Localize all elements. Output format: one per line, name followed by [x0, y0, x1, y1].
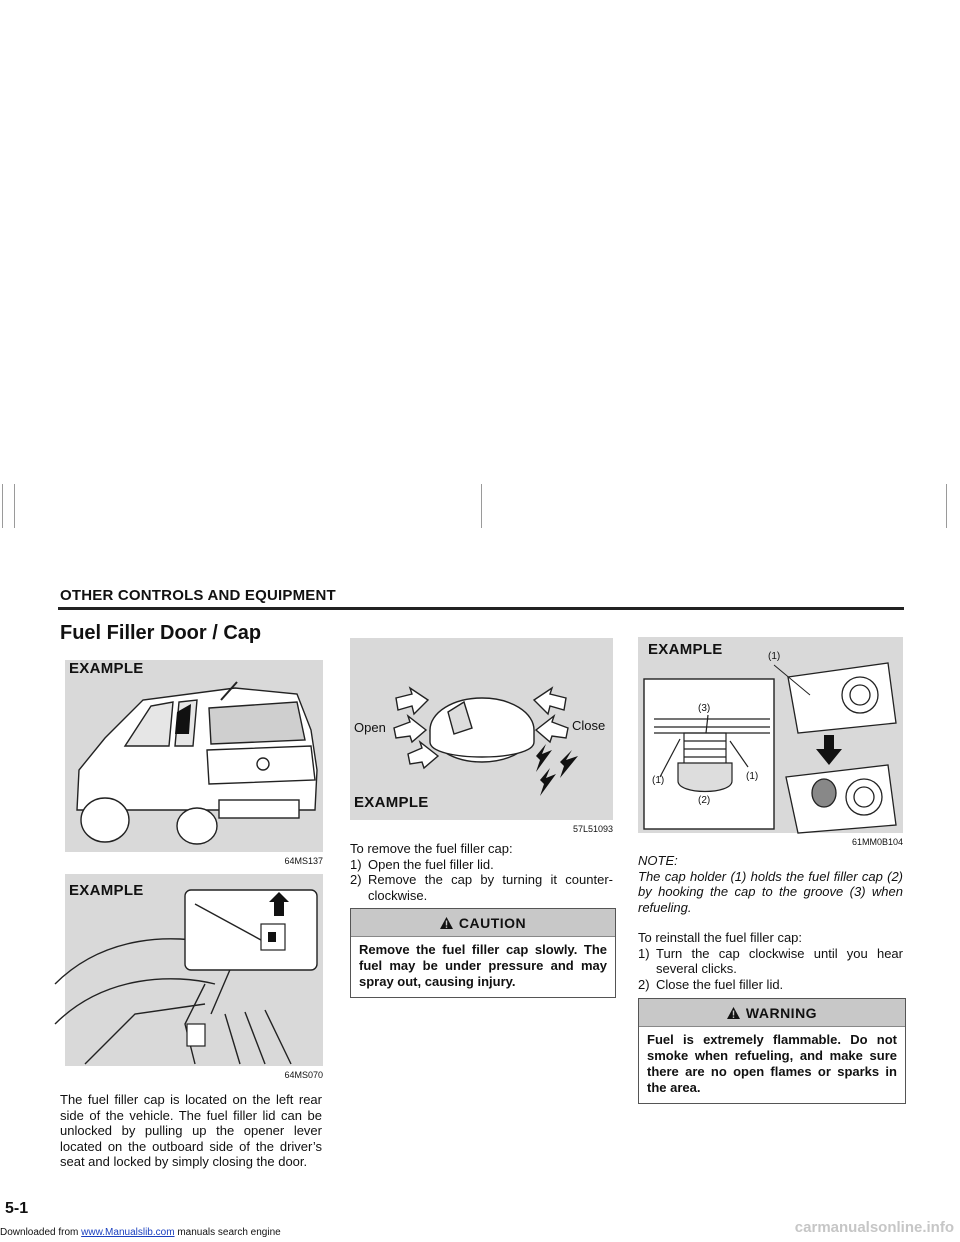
warning-triangle-icon — [727, 1007, 740, 1019]
list-item — [638, 977, 903, 993]
step-text: Remove the cap by turning it counter-clockwise. — [368, 872, 613, 903]
figure-label: EXAMPLE — [354, 794, 429, 811]
footer-download-line — [0, 1227, 281, 1238]
warning-header — [639, 999, 905, 1027]
reinstall-instructions — [638, 930, 903, 992]
page-number: 5-1 — [5, 1200, 29, 1217]
figure-label: EXAMPLE — [69, 660, 144, 677]
cap-rotation-illustration — [350, 638, 613, 820]
list-item — [350, 857, 613, 873]
car-rear-illustration — [65, 660, 323, 852]
figure-cap-holder — [638, 637, 903, 847]
callout-1: (1) — [746, 771, 759, 782]
step-number: 2) — [350, 872, 362, 887]
warning-triangle-icon — [440, 917, 453, 929]
callout-3: (3) — [698, 703, 711, 714]
list-item — [638, 946, 903, 977]
list-item — [350, 872, 613, 903]
figure-code: 61MM0B104 — [851, 837, 903, 847]
warning-box — [638, 998, 906, 1104]
figure-code: 57L51093 — [572, 824, 613, 834]
figure-car-rear — [65, 660, 323, 866]
remove-instructions — [350, 841, 613, 903]
header-rule — [58, 607, 904, 610]
figure-code: 64MS070 — [284, 1070, 323, 1080]
callout-2: (2) — [698, 795, 711, 806]
note-block — [638, 853, 903, 915]
note-text: The cap holder (1) holds the fuel filler cap (2) by hooking the cap to the groove (3) when refueling. — [638, 868, 903, 915]
step-number: 1) — [350, 856, 362, 872]
crop-mark — [946, 484, 947, 528]
remove-intro: To remove the fuel filler cap: — [350, 841, 513, 856]
note-label: NOTE: — [638, 853, 678, 868]
warning-title: WARNING — [745, 1004, 818, 1021]
reinstall-intro: To reinstall the fuel filler cap: — [638, 930, 803, 945]
step-text: Open the fuel filler lid. — [368, 856, 494, 872]
caution-header — [351, 909, 615, 937]
opener-lever-illustration — [65, 874, 323, 1066]
figure-label: EXAMPLE — [648, 641, 723, 658]
callout-1: (1) — [768, 651, 781, 662]
watermark-text: carmanualsonline.info — [794, 1219, 954, 1236]
close-label: Close — [572, 718, 606, 733]
figure-label: EXAMPLE — [69, 882, 144, 899]
figure-opener-lever — [65, 874, 323, 1080]
callout-1: (1) — [652, 775, 665, 786]
caution-title: CAUTION — [458, 914, 527, 931]
crop-mark — [14, 484, 15, 528]
manualslib-link[interactable]: www.Manualslib.com — [81, 1227, 175, 1238]
step-text: Turn the cap clockwise until you hear several clicks. — [656, 945, 903, 976]
footer-suffix: manuals search engine — [177, 1227, 281, 1238]
footer-prefix: Downloaded from — [0, 1227, 79, 1238]
step-text: Close the fuel filler lid. — [656, 976, 784, 992]
page-title: Fuel Filler Door / Cap — [60, 622, 262, 644]
crop-mark — [2, 484, 3, 528]
body-text: The fuel filler cap is located on the left rear side of the vehicle. The fuel filler lid can be unlocked by pulling up the opener lever located on the outboard side of the driver’s seat and locked by simply closing the door. — [60, 1092, 322, 1169]
body-paragraph — [60, 1092, 322, 1170]
section-header: OTHER CONTROLS AND EQUIPMENT — [60, 587, 336, 604]
caution-text: Remove the fuel filler cap slowly. The fuel may be under pressure and may spray out, causing injury. — [359, 942, 607, 989]
open-label: Open — [354, 720, 386, 735]
cap-holder-illustration — [638, 637, 903, 833]
step-number: 2) — [638, 976, 650, 992]
figure-cap-rotation — [350, 638, 613, 834]
caution-box — [350, 908, 616, 998]
warning-text: Fuel is extremely flammable. Do not smoke when refueling, and make sure there are no open flames or sparks in the area. — [647, 1032, 897, 1095]
figure-code: 64MS137 — [284, 856, 323, 866]
step-number: 1) — [638, 945, 650, 961]
crop-mark — [481, 484, 482, 528]
